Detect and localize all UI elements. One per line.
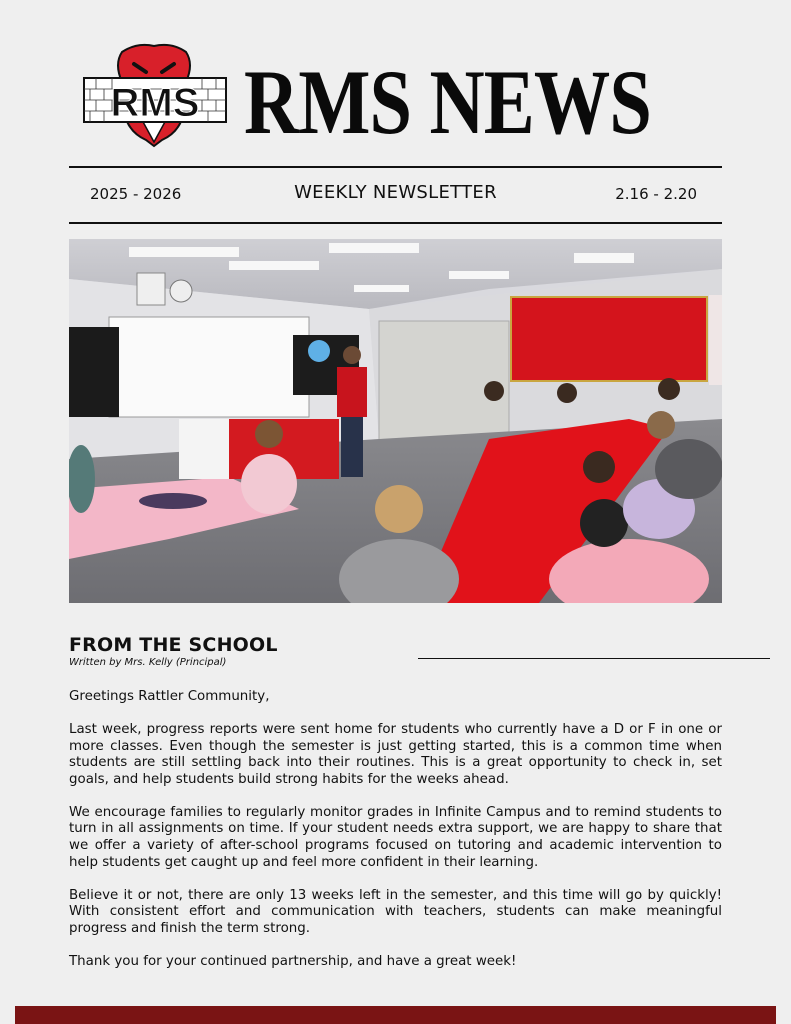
logo-text: RMS bbox=[110, 81, 200, 125]
paragraph: Last week, progress reports were sent home for students who currently have a D or F in one or more classes. Even though the semester is just getting started, this is a common time when students are still settling back into their routines. This is a great opportunity to check in, set goals, and help students build strong habits for the weeks ahead. bbox=[69, 721, 722, 787]
masthead-title: RMS NEWS bbox=[244, 51, 652, 153]
school-year: 2025 - 2026 bbox=[90, 185, 182, 203]
paragraph: We encourage families to regularly monitor grades in Infinite Campus and to remind students to turn in all assignments on time. If your student needs extra support, we are happy to share that we offer a variety of after-school programs focused on tutoring and academic intervention to help students get caught up and feel more confident in their learning. bbox=[69, 804, 722, 870]
footer-bar bbox=[15, 1006, 776, 1024]
header-divider-top bbox=[69, 166, 722, 168]
date-range: 2.16 - 2.20 bbox=[615, 185, 697, 203]
newsletter-subtitle: WEEKLY NEWSLETTER bbox=[294, 182, 497, 203]
section-divider bbox=[418, 658, 770, 659]
section-title: FROM THE SCHOOL bbox=[69, 634, 278, 656]
article-body bbox=[69, 689, 722, 987]
closing: Thank you for your continued partnership, and have a great week! bbox=[69, 953, 517, 969]
header-divider-bottom bbox=[69, 222, 722, 224]
paragraph: Believe it or not, there are only 13 weeks left in the semester, and this time will go by quickly! With consistent effort and communication with teachers, students can make meaningful progress and finish the term strong. bbox=[69, 887, 722, 936]
byline: Written by Mrs. Kelly (Principal) bbox=[69, 657, 227, 668]
greeting: Greetings Rattler Community, bbox=[69, 689, 270, 704]
rattlesnake-logo-icon bbox=[82, 42, 228, 148]
classroom-photo bbox=[69, 239, 722, 603]
